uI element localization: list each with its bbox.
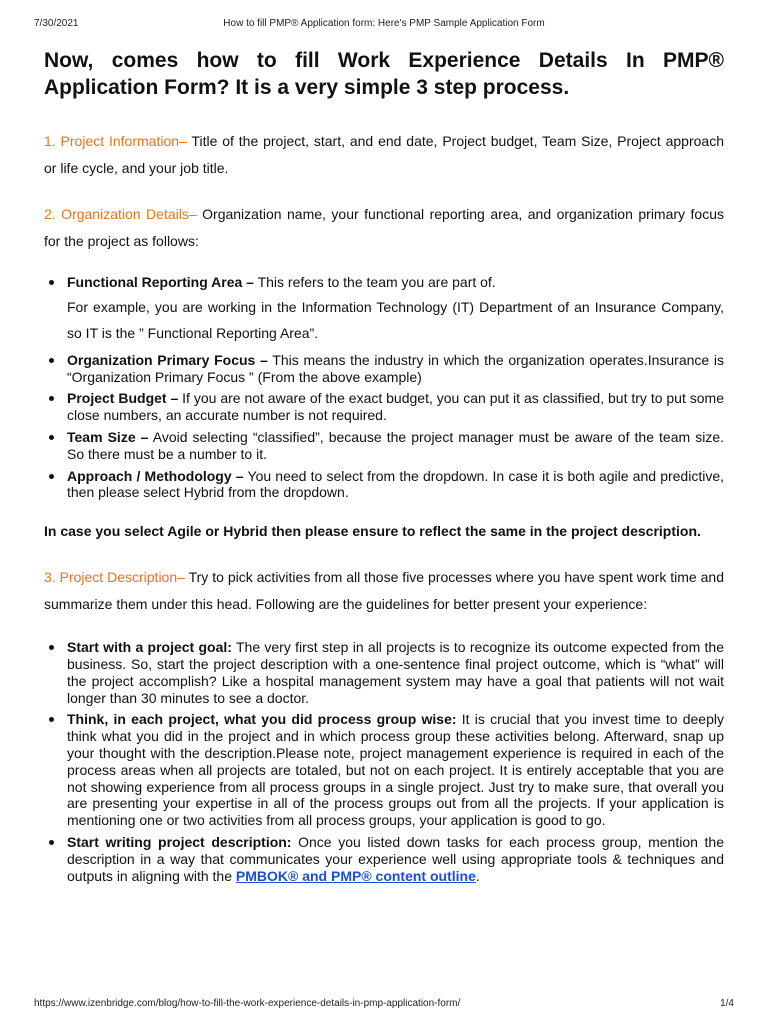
list-item-text-end: . [475, 867, 480, 884]
page-url: https://www.izenbridge.com/blog/how-to-fill-the-work-experience-details-in-pmp-application-form/ [34, 998, 461, 1009]
bullet-icon [49, 840, 54, 845]
list-item [44, 390, 724, 424]
list-item-text: It is crucial that you invest time to deeply think what you did in the project and in which process group these activities belong. Afterward, snap up your thought with the description.Please note, project management experience is required in each of the process areas when all projects are totaled, but not on each project. It is entirely acceptable that you are not showing experience from all process groups in a single project. Just try to make sure, that overall you are presenting your expertise in all of the process groups out from all the projects. If your application is mentioning one or two activities from all process groups, your application is good to go. [67, 711, 724, 829]
list-item-term: Team Size – [67, 428, 149, 445]
list-item [44, 639, 724, 706]
list-item [44, 834, 724, 884]
pmbok-content-outline-link[interactable]: PMBOK® and PMP® content outline [235, 867, 476, 884]
list-item-text: You need to select from the dropdown. In case it is both agile and predictive, then please select Hybrid from the dropdown. [67, 467, 724, 501]
bullet-icon [49, 717, 54, 722]
list-item-text: The very first step in all projects is to recognize its outcome expected from the business. So, start the project description with a one-sentence final project outcome, which is “what” will the project accomplish? Like a hospital management system may have a goal that patients will not wait longer than 30 minutes to see a doctor. [67, 639, 724, 706]
article-body [44, 47, 724, 889]
print-header [34, 17, 734, 31]
list-item-term: Think, in each project, what you did process group wise: [67, 711, 457, 728]
list-item-text: This refers to the team you are part of. [253, 274, 496, 290]
list-item-example: For example, you are working in the Information Technology (IT) Department of an Insurance Company, so IT is the ” Functional Reporting Area”. [67, 298, 724, 342]
step-label: 1. Project Information– [44, 133, 187, 149]
step-label: 3. Project Description– [44, 569, 185, 586]
step-text: Try to pick activities from all those five processes where you have spent work time and summarize them under this head. Following are the guidelines for better present your experience: [44, 569, 724, 612]
step-project-information [44, 128, 724, 181]
list-item-term: Start writing project description: [67, 833, 292, 850]
organization-details-list [44, 274, 724, 501]
project-description-guidelines [44, 639, 724, 884]
step-text: Organization name, your functional reporting area, and organization primary focus for the project as follows: [44, 206, 725, 249]
bullet-icon [49, 396, 54, 401]
list-item-text: This means the industry in which the organization operates.Insurance is “Organization Primary Focus ” (From the above example) [67, 351, 724, 385]
step-text: Title of the project, start, and end date, Project budget, Team Size, Project approach or life cycle, and your job title. [44, 133, 724, 176]
step-organization-details [44, 201, 724, 254]
bullet-icon [49, 280, 54, 285]
list-item-term: Start with a project goal: [67, 639, 232, 656]
list-item [44, 429, 724, 463]
list-item-text: Avoid selecting “classified”, because the project manager must be aware of the team size. So there must be a number to it. [67, 428, 724, 462]
list-item [44, 711, 724, 829]
step-project-description [44, 564, 724, 617]
print-title: How to fill PMP® Application form: Here's PMP Sample Application Form [223, 18, 545, 29]
list-item [44, 468, 724, 502]
list-item [44, 274, 724, 347]
print-date: 7/30/2021 [34, 18, 79, 29]
bullet-icon [49, 474, 54, 479]
list-item-term: Approach / Methodology – [67, 467, 244, 484]
step-label: 2. Organization Details– [44, 206, 197, 222]
bullet-icon [49, 358, 54, 363]
page-number: 1/4 [720, 998, 734, 1009]
print-footer [34, 997, 734, 1011]
section-heading: Now, comes how to fill Work Experience Details In PMP® Application Form? It is a very simple 3 step process. [44, 49, 724, 99]
list-item-term: Project Budget – [67, 390, 179, 407]
list-item [44, 352, 724, 386]
list-item-term: Functional Reporting Area – [67, 274, 254, 290]
bullet-icon [49, 435, 54, 440]
bullet-icon [49, 645, 54, 650]
list-item-text: Once you listed down tasks for each process group, mention the description in a way that communicates your experience well using appropriate tools & techniques and outputs in aligning with the [67, 833, 724, 884]
agile-hybrid-note: In case you select Agile or Hybrid then please ensure to reflect the same in the project description. [44, 523, 701, 540]
list-item-text: If you are not aware of the exact budget, you can put it as classified, but try to put some close numbers, an accurate number is not required. [67, 390, 724, 424]
list-item-term: Organization Primary Focus – [67, 351, 268, 368]
